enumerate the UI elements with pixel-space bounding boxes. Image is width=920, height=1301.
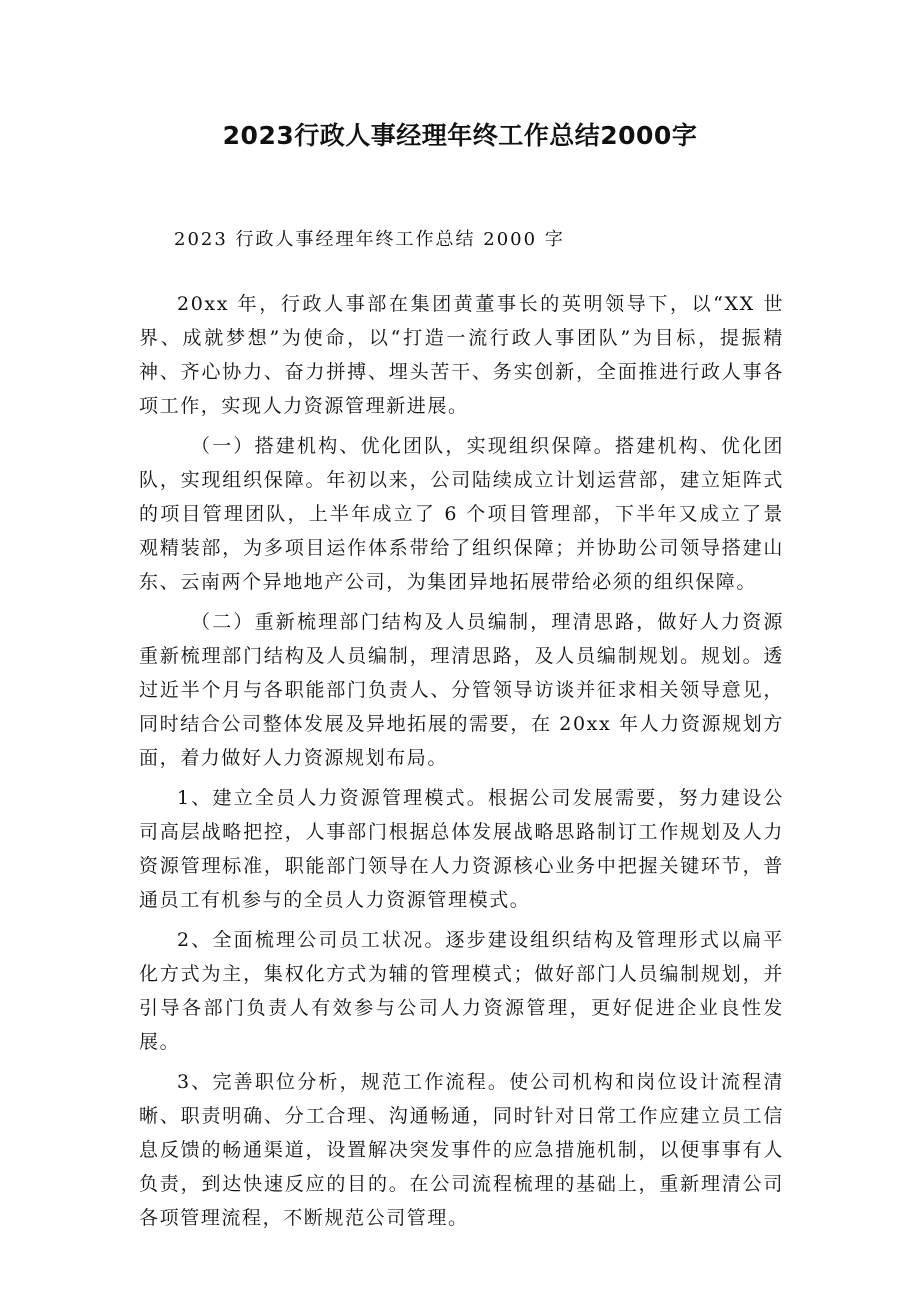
document-subtitle: 2023 行政人事经理年终工作总结 2000 字 [174, 229, 565, 250]
paragraph-item-one: 1、建立全员人力资源管理模式。根据公司发展需要，努力建设公司高层战略把控，人事部门根据总体发展战略思路制订工作规划及人力资源管理标准，职能部门领导在人力资源核心业务中把握关键环节，普通员工有机参与的全员人力资源管理模式。 [139, 787, 784, 911]
paragraph-intro: 20xx 年，行政人事部在集团黄董事长的英明领导下，以“XX 世界、成就梦想”为使命，以“打造一流行政人事团队”为目标，提振精神、齐心协力、奋力拼搏、埋头苦干、务实创新，全面推进行政人事各项工作，实现人力资源管理新进展。 [139, 293, 784, 417]
paragraph-section-two: （二）重新梳理部门结构及人员编制，理清思路，做好人力资源重新梳理部门结构及人员编制，理清思路，及人员编制规划。规划。透过近半个月与各职能部门负责人、分管领导访谈并征求相关领导意见，同时结合公司整体发展及异地拓展的需要，在 20xx 年人力资源规划方面，着力做好人力资源规划布局。 [139, 611, 784, 769]
document-title: 2023行政人事经理年终工作总结2000字 [222, 121, 698, 150]
document-body [139, 287, 784, 1241]
paragraph-section-one: （一）搭建机构、优化团队，实现组织保障。搭建机构、优化团队，实现组织保障。年初以来，公司陆续成立计划运营部，建立矩阵式的项目管理团队，上半年成立了 6 个项目管理部，下半年又成立了景观精装部，为多项目运作体系带给了组织保障；并协助公司领导搭建山东、云南两个异地地产公司，为集团异地拓展带给必须的组织保障。 [139, 435, 784, 593]
paragraph-item-two: 2、全面梳理公司员工状况。逐步建设组织结构及管理形式以扁平化方式为主，集权化方式为辅的管理模式；做好部门人员编制规划，并引导各部门负责人有效参与公司人力资源管理，更好促进企业良性发展。 [139, 929, 784, 1053]
paragraph-item-three: 3、完善职位分析，规范工作流程。使公司机构和岗位设计流程清晰、职责明确、分工合理、沟通畅通，同时针对日常工作应建立员工信息反馈的畅通渠道，设置解决突发事件的应急措施机制，以便事事有人负责，到达快速反应的目的。在公司流程梳理的基础上，重新理清公司各项管理流程，不断规范公司管理。 [139, 1071, 784, 1229]
